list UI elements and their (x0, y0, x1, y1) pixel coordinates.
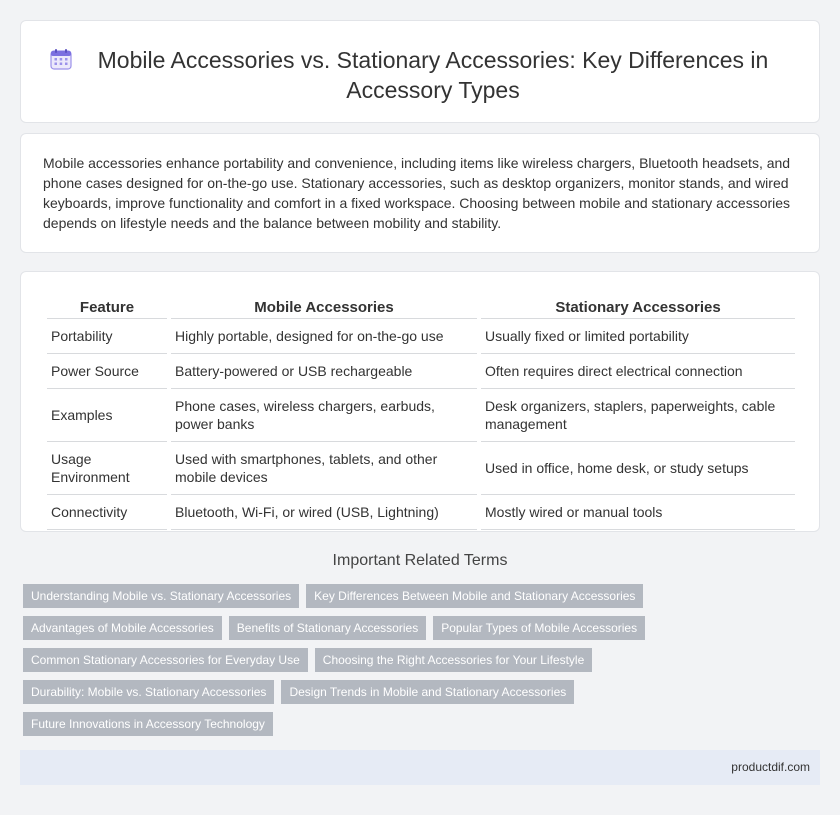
table-cell-feature: Power Source (47, 354, 167, 389)
related-terms-heading: Important Related Terms (332, 552, 508, 569)
related-term-link[interactable]: Key Differences Between Mobile and Stationary Accessories (306, 584, 643, 608)
table-cell-stationary: Mostly wired or manual tools (481, 495, 795, 530)
table-row (47, 442, 795, 495)
table-cell-mobile: Phone cases, wireless chargers, earbuds, power banks (171, 389, 477, 442)
table-cell-feature: Connectivity (47, 495, 167, 530)
calendar-icon (49, 47, 73, 71)
related-term-link[interactable]: Future Innovations in Accessory Technology (23, 712, 273, 736)
footer (20, 750, 820, 785)
comparison-card (20, 271, 820, 532)
table-header-row (47, 296, 795, 319)
comparison-table (43, 296, 799, 530)
related-term-link[interactable]: Popular Types of Mobile Accessories (433, 616, 645, 640)
related-term-link[interactable]: Benefits of Stationary Accessories (229, 616, 426, 640)
table-cell-stationary: Desk organizers, staplers, paperweights, cable management (481, 389, 795, 442)
title-card (20, 20, 820, 123)
table-row (47, 319, 795, 354)
related-terms-list (23, 584, 823, 736)
related-term-link[interactable]: Common Stationary Accessories for Everyday Use (23, 648, 308, 672)
related-term-link[interactable]: Understanding Mobile vs. Stationary Accessories (23, 584, 299, 608)
footer-site-link[interactable]: productdif.com (731, 760, 810, 774)
title-wrap (21, 45, 821, 105)
table-row (47, 354, 795, 389)
column-header-mobile: Mobile Accessories (171, 296, 477, 319)
page-title (21, 45, 821, 105)
related-term-link[interactable]: Choosing the Right Accessories for Your Lifestyle (315, 648, 592, 672)
table-cell-mobile: Bluetooth, Wi-Fi, or wired (USB, Lightning) (171, 495, 477, 530)
related-term-link[interactable]: Durability: Mobile vs. Stationary Accessories (23, 680, 274, 704)
table-cell-feature: Usage Environment (47, 442, 167, 495)
intro-paragraph: Mobile accessories enhance portability and convenience, including items like wireless chargers, Bluetooth headsets, and phone cases designed for on-the-go use. Stationary accessories, such as desktop organizers, monitor stands, and wired keyboards, improve functionality and comfort in a fixed workspace. Choosing between mobile and stationary accessories depends on lifestyle needs and the balance between mobility and stability. (43, 155, 791, 231)
table-row (47, 495, 795, 530)
table-cell-mobile: Highly portable, designed for on-the-go use (171, 319, 477, 354)
table-row (47, 389, 795, 442)
table-cell-mobile: Battery-powered or USB rechargeable (171, 354, 477, 389)
page-title-text: Mobile Accessories vs. Stationary Accessories: Key Differences in Accessory Types (97, 47, 769, 103)
related-term-link[interactable]: Design Trends in Mobile and Stationary Accessories (281, 680, 574, 704)
table-cell-feature: Portability (47, 319, 167, 354)
column-header-stationary: Stationary Accessories (481, 296, 795, 319)
table-cell-stationary: Used in office, home desk, or study setups (481, 442, 795, 495)
related-term-link[interactable]: Advantages of Mobile Accessories (23, 616, 222, 640)
table-cell-stationary: Often requires direct electrical connection (481, 354, 795, 389)
table-cell-feature: Examples (47, 389, 167, 442)
table-cell-stationary: Usually fixed or limited portability (481, 319, 795, 354)
column-header-feature: Feature (47, 296, 167, 319)
intro-card (20, 133, 820, 253)
table-cell-mobile: Used with smartphones, tablets, and other mobile devices (171, 442, 477, 495)
